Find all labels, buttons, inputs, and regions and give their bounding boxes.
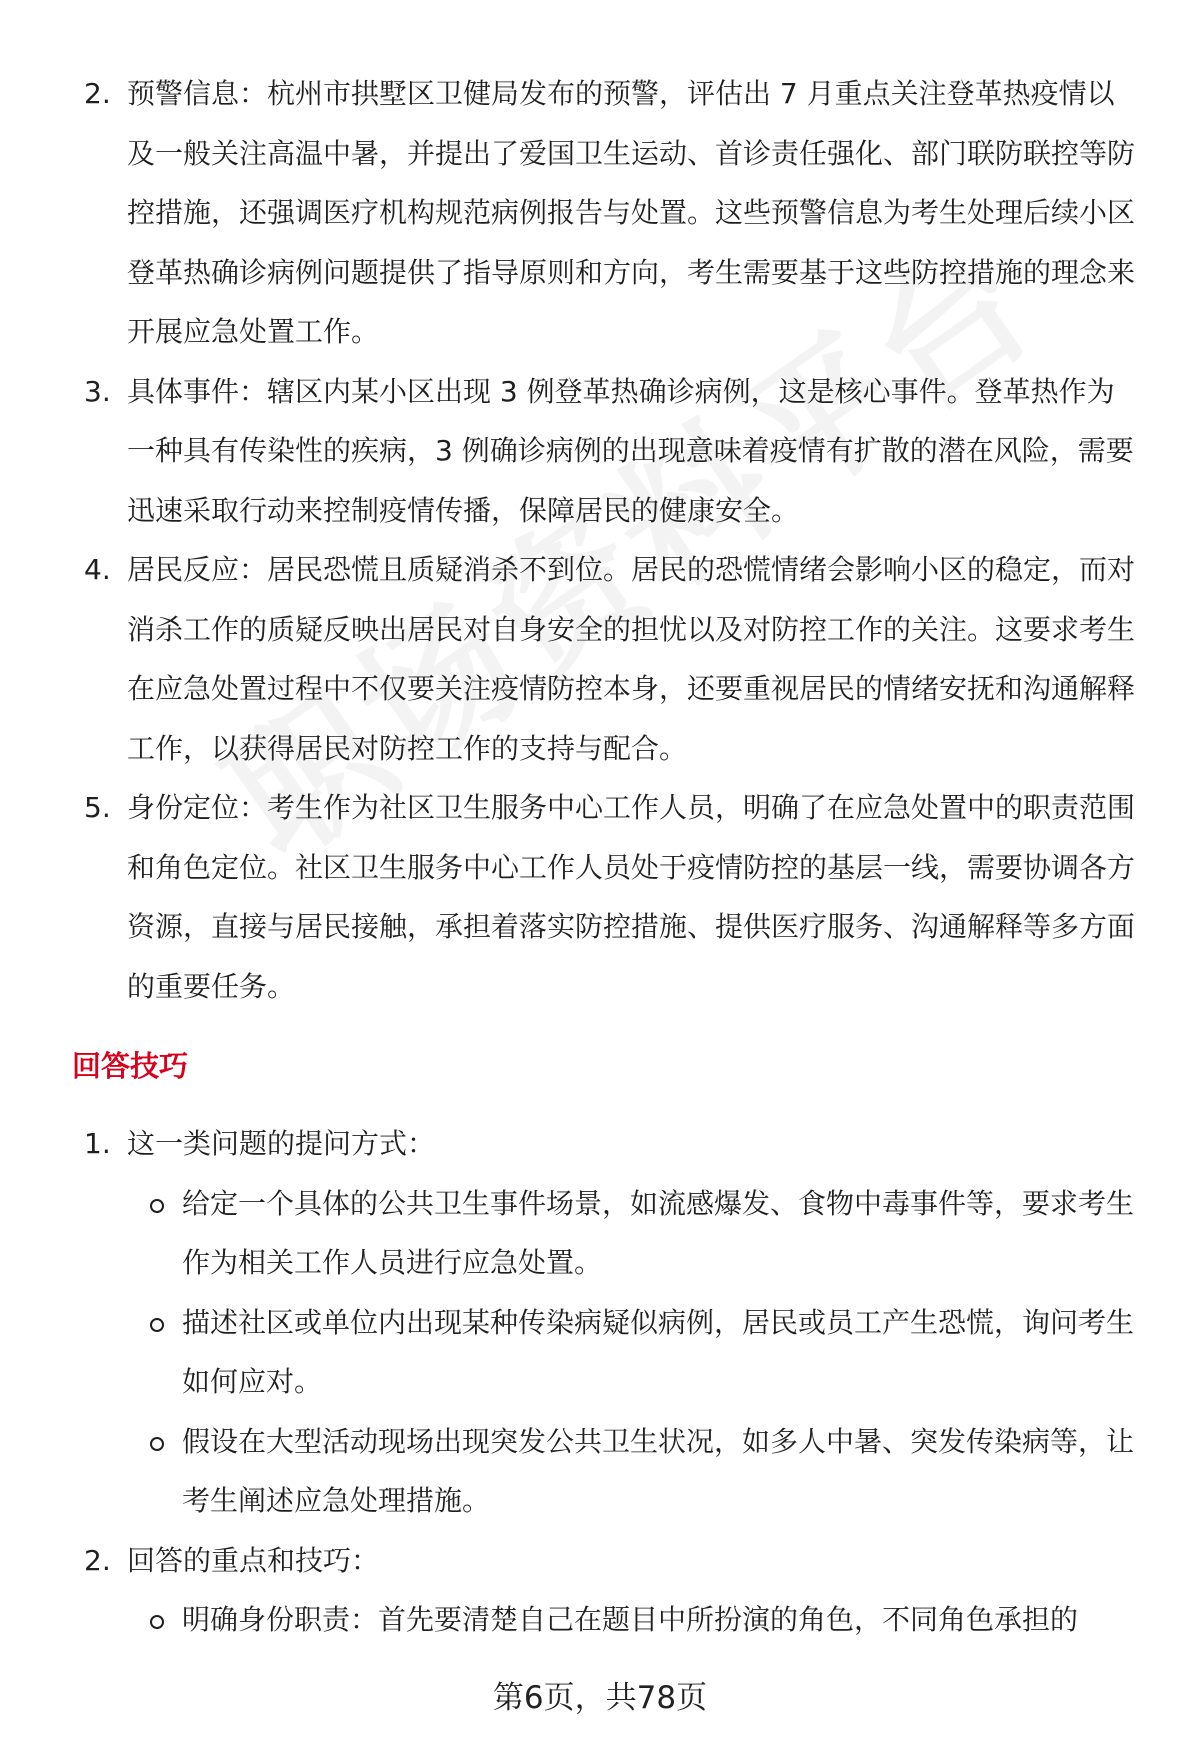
sub-item-text: 明确身份职责：首先要清楚自己在题目中所扮演的角色，不同角色承担的 bbox=[182, 1603, 1079, 1636]
item-text: 身份定位：考生作为社区卫生服务中心工作人员，明确了在应急处置中的职责范围和角色定位。社区卫生服务中心工作人员处于疫情防控的基层一线，需要协调各方资源，直接与居民接触，承担着落实防控措施、提供医疗服务、沟通解释等多方面的重要任务。 bbox=[127, 791, 1136, 1003]
item-text: 这一类问题的提问方式： bbox=[127, 1127, 436, 1160]
bullet-icon bbox=[150, 1318, 164, 1332]
page-footer: 第6页，共78页 bbox=[492, 1680, 708, 1716]
item-number: 4. bbox=[84, 553, 111, 586]
sub-item bbox=[0, 1174, 1200, 1293]
tips-list bbox=[0, 1114, 1200, 1650]
item-text: 回答的重点和技巧： bbox=[127, 1543, 380, 1577]
list-item bbox=[0, 540, 1200, 778]
sub-item-text: 描述社区或单位内出现某种传染病疑似病例，居民或员工产生恐慌，询问考生如何应对。 bbox=[182, 1305, 1135, 1398]
list-item bbox=[0, 1114, 1200, 1174]
sub-list bbox=[0, 1174, 1200, 1531]
item-number: 1. bbox=[84, 1127, 111, 1160]
item-text: 具体事件：辖区内某小区出现 3 例登革热确诊病例，这是核心事件。登革热作为一种具有传染性的疾病，3 例确诊病例的出现意味着疫情有扩散的潜在风险，需要迅速采取行动来控制疫情传播，保障居民的健康安全。 bbox=[127, 374, 1134, 527]
item-number: 5. bbox=[84, 791, 111, 824]
item-number: 2. bbox=[84, 77, 111, 110]
section-title: 回答技巧 bbox=[72, 1049, 189, 1083]
sub-item-text: 假设在大型活动现场出现突发公共卫生状况，如多人中暑、突发传染病等，让考生阐述应急处理措施。 bbox=[182, 1424, 1135, 1517]
item-number: 3. bbox=[84, 374, 111, 408]
item-number: 2. bbox=[84, 1543, 111, 1577]
analysis-list bbox=[0, 64, 1200, 1016]
list-item bbox=[0, 64, 1200, 362]
bullet-icon bbox=[150, 1615, 164, 1629]
sub-item bbox=[0, 1293, 1200, 1412]
sub-item-text: 给定一个具体的公共卫生事件场景，如流感爆发、食物中毒事件等，要求考生作为相关工作人员进行应急处置。 bbox=[182, 1186, 1135, 1279]
list-item bbox=[0, 778, 1200, 1016]
list-item bbox=[0, 362, 1200, 541]
item-text: 预警信息：杭州市拱墅区卫健局发布的预警，评估出 7 月重点关注登革热疫情以及一般关注高温中暑，并提出了爱国卫生运动、首诊责任强化、部门联防联控等防控措施，还强调医疗机构规范病例报告与处置。这些预警信息为考生处理后续小区登革热确诊病例问题提供了指导原则和方向，考生需要基于这些防控措施的理念来开展应急处置工作。 bbox=[127, 77, 1136, 348]
sub-list bbox=[0, 1590, 1200, 1650]
bullet-icon bbox=[150, 1199, 164, 1213]
bullet-icon bbox=[150, 1437, 164, 1451]
item-text: 居民反应：居民恐慌且质疑消杀不到位。居民的恐慌情绪会影响小区的稳定，而对消杀工作的质疑反映出居民对自身安全的担忧以及对防控工作的关注。这要求考生在应急处置过程中不仅要关注疫情防控本身，还要重视居民的情绪安抚和沟通解释工作，以获得居民对防控工作的支持与配合。 bbox=[127, 553, 1136, 765]
list-item bbox=[0, 1531, 1200, 1591]
sub-item bbox=[0, 1412, 1200, 1531]
sub-item bbox=[0, 1590, 1200, 1650]
